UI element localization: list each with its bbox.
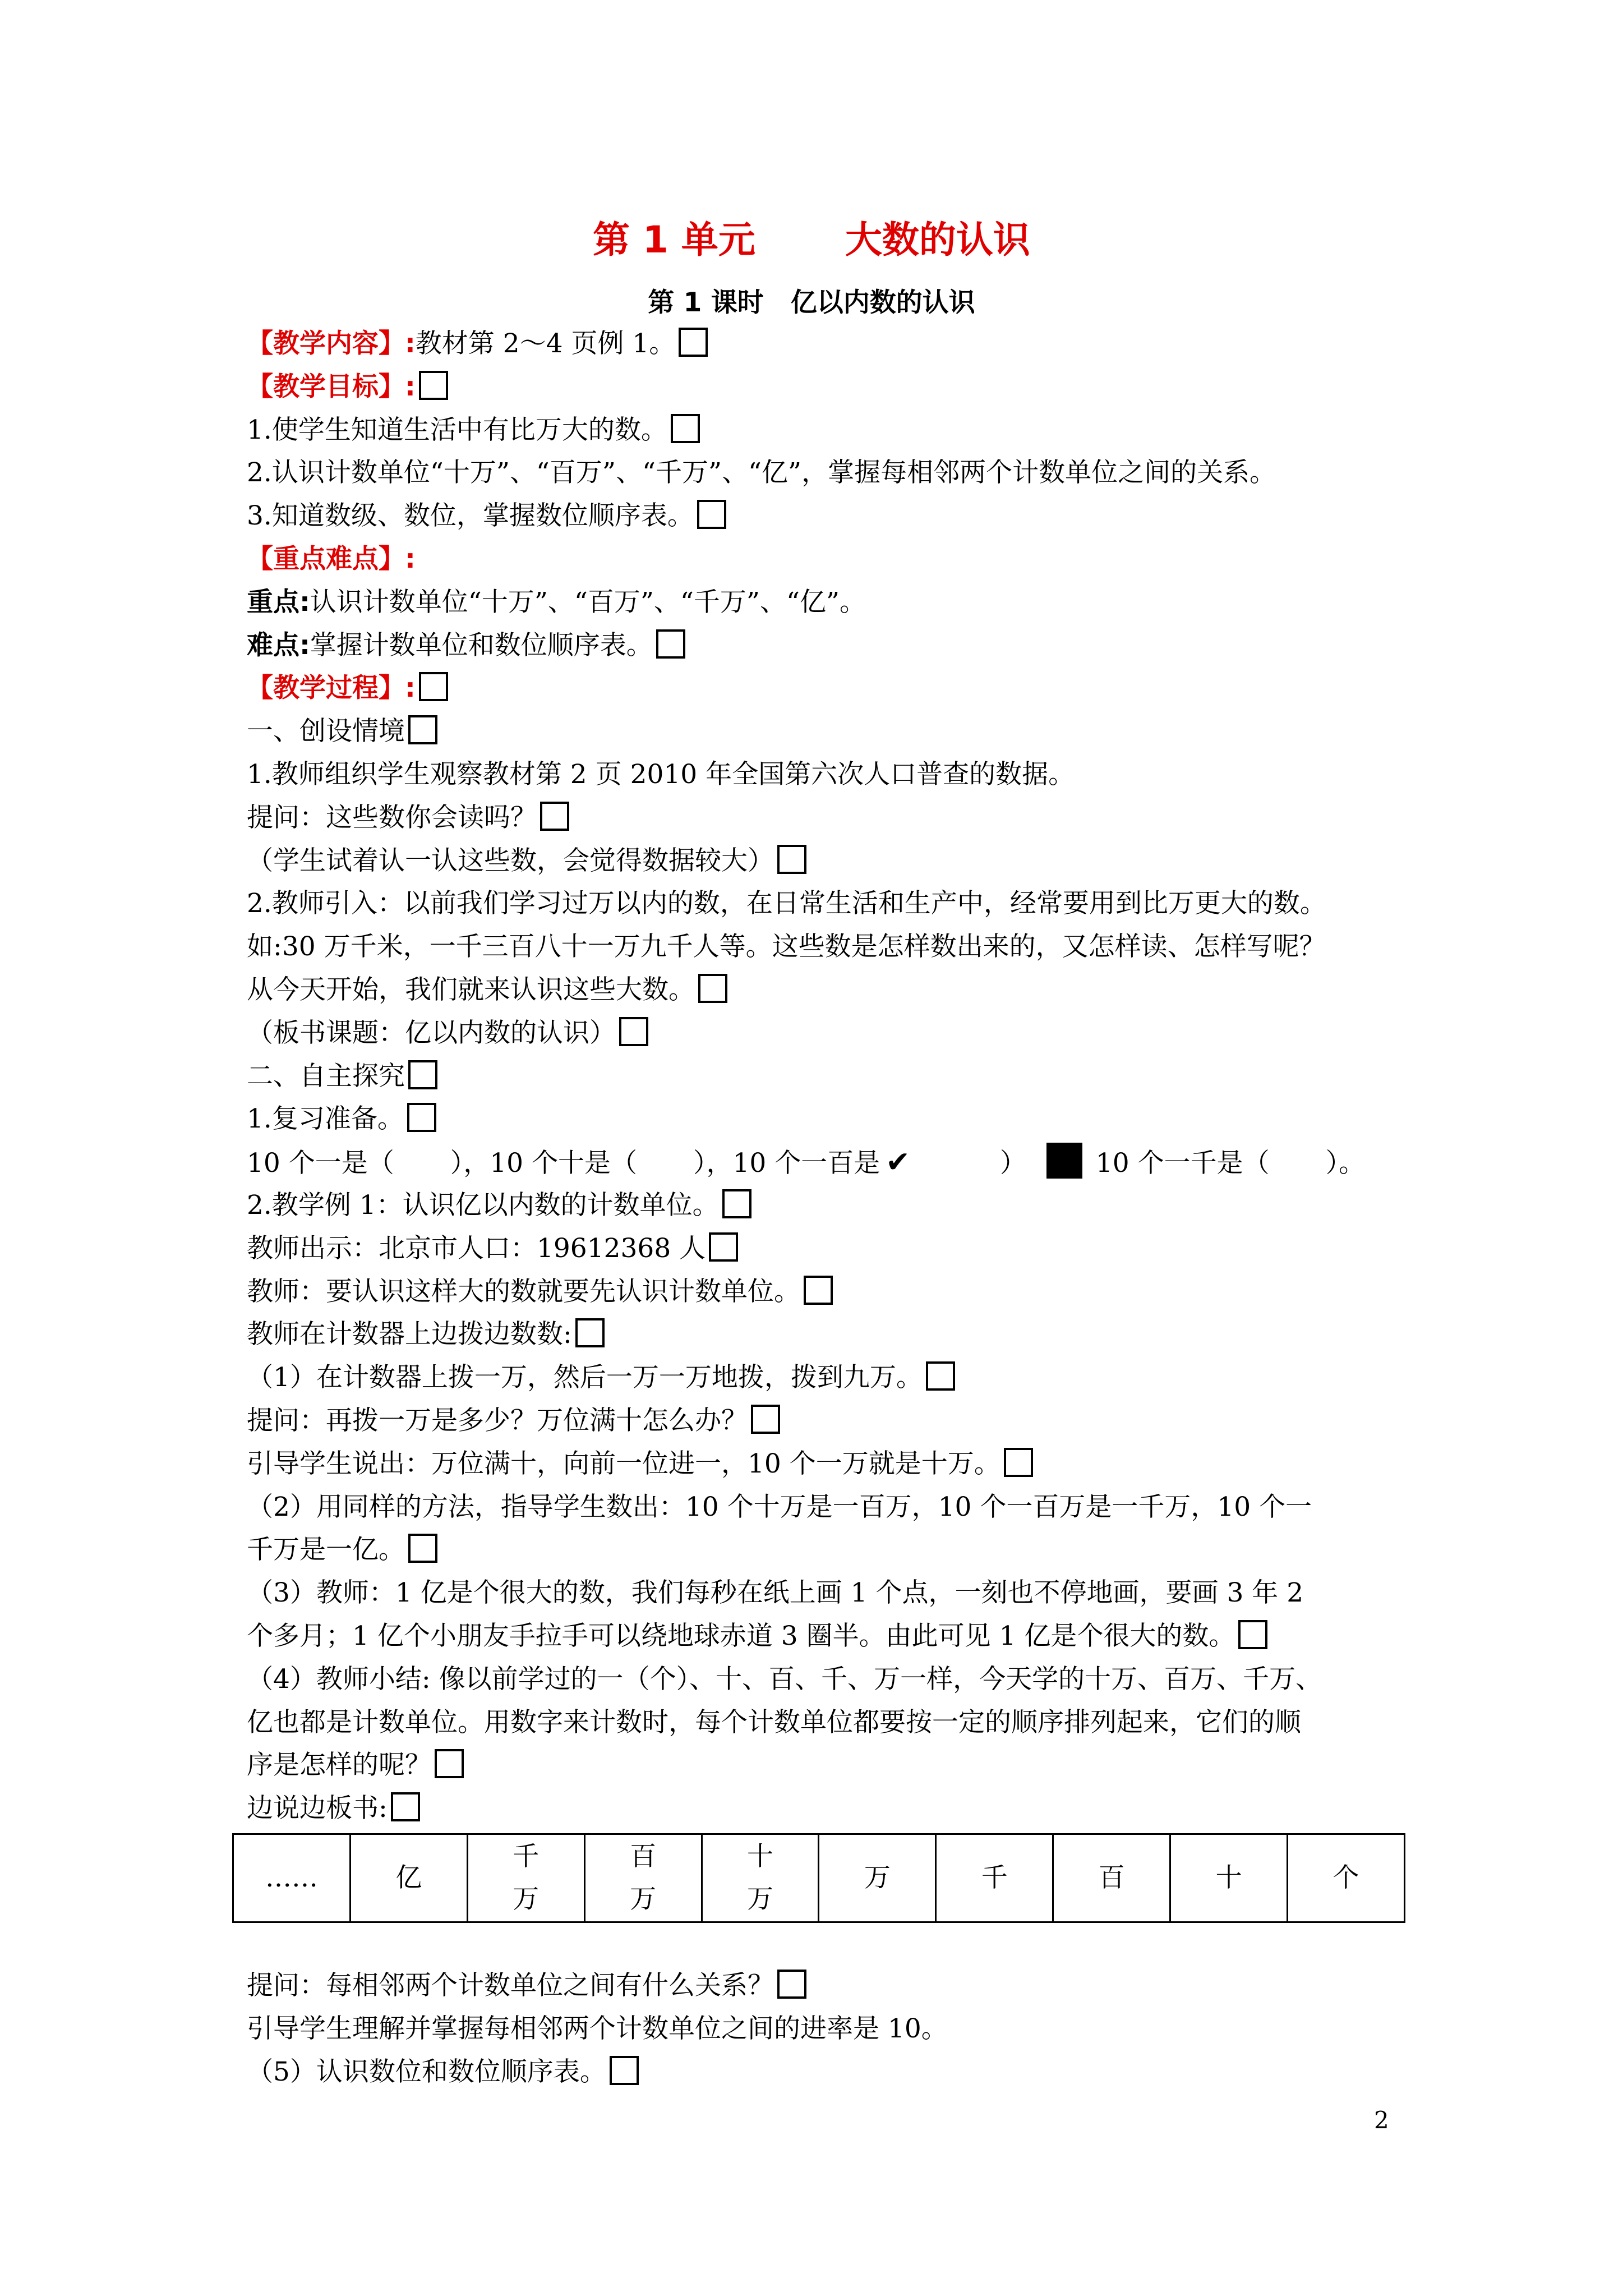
line-text: 2.认识计数单位“十万”、“百万”、“千万”、“亿”，掌握每相邻两个计数单位之间的关系。 [247,457,1276,489]
checkbox[interactable] [619,1017,648,1046]
content-line [247,1615,1402,1658]
checkbox[interactable] [408,1060,437,1089]
checkbox[interactable] [407,1103,436,1132]
line-text: 从今天开始，我们就来认识这些大数。 [247,974,695,1005]
checkbox[interactable] [804,1276,833,1305]
line-text: 一、创设情境 [247,716,405,747]
line-text: （4）教师小结: 像以前学过的一（个）、十、百、千、万一样，今天学的十万、百万、千万、 [247,1663,1322,1695]
line-text: （学生试着认一认这些数，会觉得数据较大） [247,845,774,876]
cell-text: 个 [1332,1862,1359,1893]
line-text: （2）用同样的方法，指导学生数出：10 个十万是一百万，10 个一百万是一千万，10 个一 [247,1491,1312,1522]
line-text: 掌握计数单位和数位顺序表。 [310,629,653,661]
cell-text: 万 [513,1884,540,1915]
process-line [247,667,1402,710]
checkbox[interactable] [679,328,708,357]
content-line [247,323,1402,366]
checkbox[interactable] [1238,1620,1267,1649]
review-text: 10 个一是（ [247,1148,394,1179]
line-text: （3）教师：1 亿是个很大的数，我们每秒在纸上画 1 个点，一刻也不停地画，要画 3 年 2 [247,1577,1304,1609]
difficulty-item [247,624,1402,668]
key-point-item [247,581,1402,624]
line-text: 教师在计数器上边拨边数数: [247,1319,572,1350]
checkbox[interactable] [697,500,726,529]
bold-label: 重点: [247,586,310,618]
cell-text: 千 [513,1841,540,1872]
content-line [247,1787,1402,1830]
cell-text: 十 [1215,1862,1242,1893]
checkbox[interactable] [671,414,700,443]
checkbox[interactable] [575,1318,605,1347]
table-cell [584,1834,702,1922]
review-text: ），10 个十是（ [450,1148,637,1179]
checkbox[interactable] [610,2056,639,2085]
table-cell [1288,1834,1405,1922]
section-label: 【重点难点】: [247,543,416,574]
checkbox[interactable] [709,1232,738,1262]
content-line [247,840,1402,883]
line-text: 二、自主探究 [247,1060,405,1092]
cell-text: 百 [1098,1862,1125,1893]
content-line [247,2051,1402,2094]
content-line [247,1443,1402,1486]
counting-units-table [232,1833,1405,1923]
content-line [247,1486,1402,1529]
content-line [247,1701,1402,1745]
content-line [247,1098,1402,1141]
checkbox[interactable] [408,1534,437,1563]
content-line [247,797,1402,840]
table-cell [233,1834,351,1922]
checkbox[interactable] [540,802,569,831]
content-line [247,1744,1402,1787]
table-row [233,1834,1405,1922]
line-text: 3.知道数级、数位，掌握数位顺序表。 [247,500,694,532]
table-cell [1053,1834,1170,1922]
table-cell [819,1834,936,1922]
section-label: 【教学内容】: [247,328,416,359]
line-text: （1）在计数器上拨一万，然后一万一万地拨，拨到九万。 [247,1362,923,1393]
line-text: 1.使学生知道生活中有比万大的数。 [247,414,667,445]
review-text: ），10 个一百是 [693,1148,880,1179]
review-text: 10 个一千是（ [1095,1148,1270,1179]
checkbox[interactable] [698,974,727,1003]
lesson-body-continued [247,1964,1402,2093]
content-line [247,1529,1402,1572]
cell-text: 千 [981,1862,1008,1893]
cell-text: …… [265,1862,318,1893]
section-label: 【教学过程】: [247,673,416,704]
objective-item [247,409,1402,452]
checkbox[interactable] [926,1361,955,1391]
line-text: （5）认识数位和数位顺序表。 [247,2056,606,2087]
place-value-table [232,1833,1405,1923]
cell-text: 万 [630,1884,657,1915]
line-text: 提问：每相邻两个计数单位之间有什么关系？ [247,1970,774,2001]
content-line [247,1184,1402,1227]
line-text: 1.教师组织学生观察教材第 2 页 2010 年全国第六次人口普查的数据。 [247,758,1075,790]
line-text: 引导学生说出：万位满十，向前一位进一，10 个一万就是十万。 [247,1448,1000,1479]
content-line [247,1356,1402,1400]
content-line [247,969,1402,1012]
key-points-line [247,538,1402,581]
checkmark-icon: ✔ [886,1145,910,1180]
content-line [247,1964,1402,2008]
content-line [247,882,1402,926]
line-text: 2.教学例 1：认识亿以内数的计数单位。 [247,1189,719,1221]
line-text: 2.教师引入：以前我们学习过万以内的数，在日常生活和生产中，经常要用到比万更大的数。 [247,888,1326,919]
unit-topic: 大数的认识 [845,218,1030,261]
review-text: ）。 [1325,1148,1366,1179]
line-text: 教材第 2～4 页例 1。 [415,328,676,359]
content-line [247,753,1402,797]
objective-item [247,452,1402,495]
content-line [247,1271,1402,1314]
cell-text: 百 [630,1841,657,1872]
unit-title [0,212,1623,268]
filled-square-icon [1046,1143,1082,1179]
checkbox[interactable] [1004,1448,1033,1477]
content-line [247,1313,1402,1356]
cell-text: 万 [747,1884,773,1915]
line-text: 序是怎样的呢？ [247,1750,431,1781]
checkbox[interactable] [408,715,437,744]
cell-text: 亿 [395,1862,422,1893]
lesson-title [0,283,1623,323]
content-line [247,1572,1402,1615]
content-line [247,1227,1402,1271]
line-text: 个多月；1 亿个小朋友手拉手可以绕地球赤道 3 圈半。由此可见 1 亿是个很大的数。 [247,1620,1235,1651]
checkbox[interactable] [435,1749,464,1778]
checkbox[interactable] [419,672,448,701]
checkbox[interactable] [656,629,685,659]
line-text: 边说边板书: [247,1793,388,1824]
line-text: （板书课题：亿以内数的认识） [247,1017,616,1048]
content-line [247,1658,1402,1701]
table-cell [1170,1834,1288,1922]
content-line [247,1400,1402,1443]
line-text: 引导学生理解并掌握每相邻两个计数单位之间的进率是 10。 [247,2013,948,2044]
table-cell [702,1834,819,1922]
line-text: 教师：要认识这样大的数就要先认识计数单位。 [247,1276,800,1307]
content-line [247,926,1402,969]
lesson-label: 第 1 课时 [648,287,764,318]
checkbox[interactable] [777,845,806,874]
objectives-line [247,366,1402,409]
line-text: 认识计数单位“十万”、“百万”、“千万”、“亿”。 [310,586,866,618]
checkbox[interactable] [777,1970,806,1999]
section-label: 【教学目标】: [247,371,416,402]
content-line [247,1012,1402,1055]
bold-label: 难点: [247,629,310,661]
content-line [247,710,1402,753]
objective-item [247,495,1402,538]
cell-text: 十 [747,1841,773,1872]
line-text: 教师出示：北京市人口：19612368 人 [247,1232,706,1264]
line-text: 提问：再拨一万是多少？万位满十怎么办？ [247,1405,748,1436]
lesson-body [247,323,1402,1830]
content-line [247,2008,1402,2051]
cell-text: 万 [864,1862,891,1893]
checkbox[interactable] [751,1405,780,1434]
line-text: 1.复习准备。 [247,1103,404,1135]
lesson-topic: 亿以内数的认识 [790,287,975,318]
review-text: ） [999,1148,1026,1179]
checkbox[interactable] [722,1189,751,1218]
review-exercise-line [247,1141,1402,1184]
checkbox[interactable] [391,1792,420,1821]
checkbox[interactable] [419,371,448,400]
line-text: 提问：这些数你会读吗？ [247,802,537,833]
line-text: 千万是一亿。 [247,1534,405,1566]
page-number: 2 [1374,2106,1389,2134]
content-line [247,1055,1402,1098]
unit-label: 第 1 单元 [593,218,755,261]
table-cell [350,1834,467,1922]
line-text: 如:30 万千米，一千三百八十一万九千人等。这些数是怎样数出来的，又怎样读、怎样写呢？ [247,931,1326,963]
line-text: 亿也都是计数单位。用数字来计数时，每个计数单位都要按一定的顺序排列起来，它们的顺 [247,1706,1301,1738]
table-cell [467,1834,584,1922]
table-cell [936,1834,1053,1922]
